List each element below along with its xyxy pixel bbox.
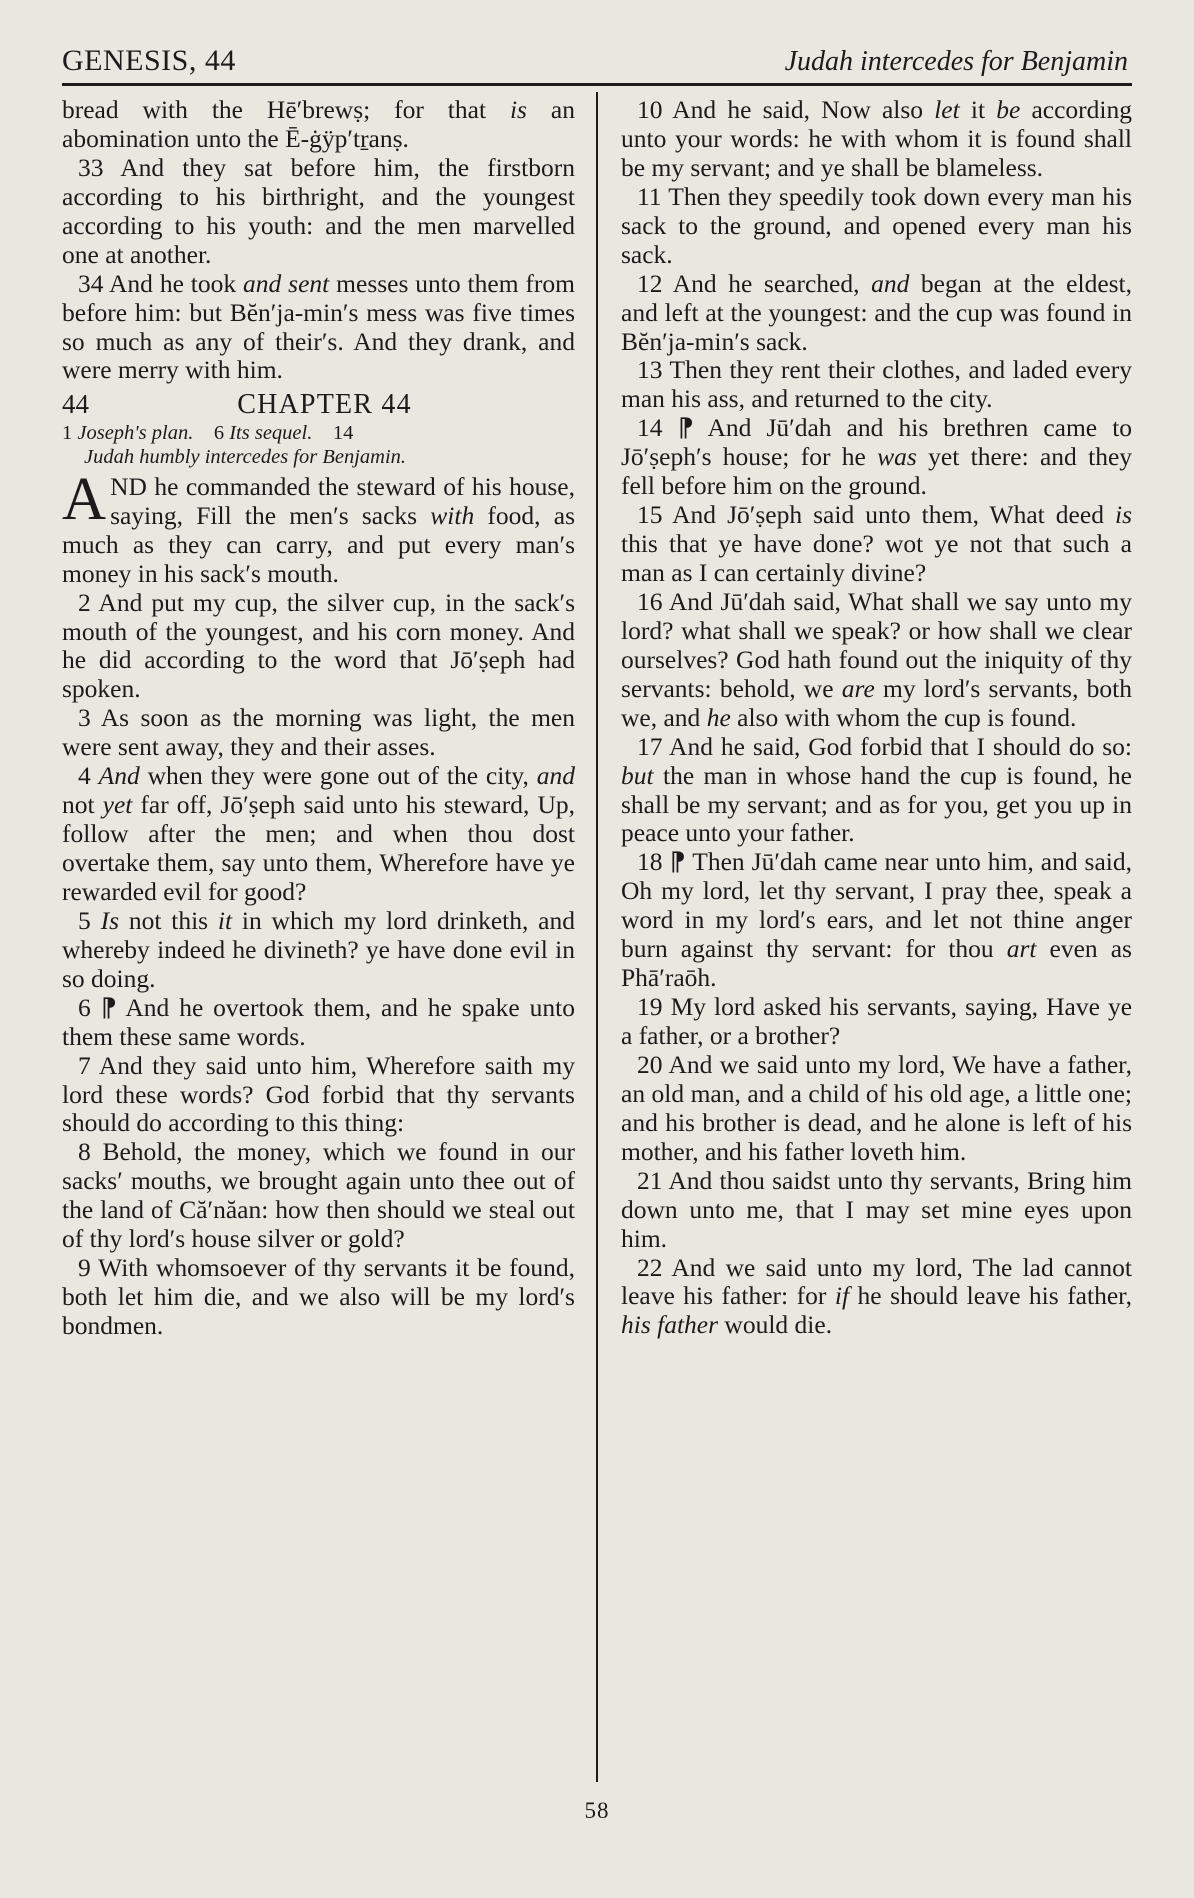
verse-number: 34	[78, 268, 104, 298]
verse-text: As soon as the morning was light, the men were sent away, they and their asses.	[62, 703, 575, 762]
running-head	[62, 34, 1132, 78]
verse-number: 18	[637, 847, 663, 877]
verse-number: 17	[637, 731, 663, 761]
verse-text: And we said unto my lord, We have a father, an old man, and a child of his old age, a little one; and his brother is dead, and he alone is left of his mother, and his father loveth him.	[621, 1049, 1133, 1166]
verse-text: And he overtook them, and he spake unto them these same words.	[62, 992, 575, 1051]
verse-number: 12	[637, 268, 663, 298]
verse	[62, 704, 575, 762]
chapter-argument	[62, 422, 575, 469]
verse	[62, 96, 575, 154]
verse-number: 22	[637, 1252, 663, 1282]
argument-text-3: Judah humbly intercedes for Benjamin.	[84, 445, 407, 468]
verse-text: And he searched, and began at the eldest, and left at the youngest: and the cup was found in Bĕnʹja-minʹs sack.	[621, 268, 1133, 356]
verse	[62, 762, 575, 907]
verse	[621, 356, 1132, 414]
verse-number: 21	[637, 1165, 663, 1195]
running-head-right: Judah intercedes for Benjamin	[784, 46, 1128, 77]
verse-text: And they said unto him, Wherefore saith my lord these words? God forbid that thy servants should do according to this thing:	[62, 1050, 575, 1138]
verse	[621, 183, 1132, 270]
verse	[621, 96, 1132, 183]
verse-number: 11	[637, 181, 662, 211]
argument-number-2: 6	[213, 422, 225, 445]
verse	[621, 588, 1132, 733]
verse-text: With whomsoever of thy servants it be found, both let him die, and we also will be my lordʹs bondmen.	[62, 1253, 576, 1341]
verse-text: And Jūʹdah said, What shall we say unto my lord? what shall we speak? or how shall we clear ourselves? God hath found out the iniquity of thy servants: behold, we are my lordʹs servants, both we, and he also with whom the cup is found.	[621, 586, 1133, 732]
verse-number: 2	[78, 587, 91, 617]
verse-text: And Jūʹdah and his brethren came to Jōʹṣephʹs house; for he was yet there: and they fell before him on the ground.	[621, 413, 1133, 501]
verse-text: And he said, Now also let it be according unto your words: he with whom it is found shall be my servant; and ye shall be blameless.	[621, 95, 1133, 182]
pilcrow-icon: ⁋	[677, 413, 694, 443]
verse	[62, 1052, 575, 1139]
verse	[62, 154, 575, 270]
drop-cap: A	[62, 465, 107, 533]
verse-number: 16	[637, 586, 663, 616]
verse-text: Then they rent their clothes, and laded every man his ass, and returned to the city.	[621, 355, 1132, 414]
verse	[621, 501, 1132, 588]
verse-number: 6	[78, 992, 91, 1022]
page-number: 58	[584, 1798, 610, 1823]
verse-number: 33	[78, 152, 104, 182]
verse-text: And we said unto my lord, The lad cannot leave his father: for if he should leave his father, his father would die.	[621, 1252, 1133, 1340]
verse-number: 8	[78, 1137, 91, 1167]
verse-text: Is not this it in which my lord drinketh, and whereby indeed he divineth? ye have done evil in so doing.	[62, 905, 575, 993]
verse-number: 7	[78, 1050, 91, 1080]
verse-text: And Jōʹṣeph said unto them, What deed is this that ye have done? wot ye not that such a man as I can certainly divine?	[621, 500, 1132, 587]
verse-number: 10	[637, 95, 663, 124]
verse	[62, 589, 575, 705]
verse-text: And he said, God forbid that I should do so: but the man in whose hand the cup is found, he shall be my servant; and as for you, get you up in peace unto your father.	[621, 731, 1133, 848]
verse-number: 14	[637, 413, 663, 443]
verse-number: 4	[78, 761, 91, 791]
verse-text: And they sat before him, the firstborn according to his birthright, and the youngest according to his youth: and the men marvelled one at another.	[62, 152, 576, 269]
verse	[62, 270, 575, 386]
verse-text: And when they were gone out of the city, and not yet far off, Jōʹṣeph said unto his steward, Up, follow after the men; and when thou dost overtake them, say unto them, Wherefore have ye rewarded evil for good?	[62, 761, 575, 906]
verse-number: 15	[637, 500, 663, 530]
verse-number: 3	[78, 703, 91, 733]
running-head-left: GENESIS, 44	[62, 44, 236, 77]
chapter-heading	[62, 389, 575, 421]
verse-text: And put my cup, the silver cup, in the sackʹs mouth of the youngest, and his corn money. And he did according to the word that Jōʹṣeph had spoken.	[62, 587, 576, 704]
verse	[621, 1051, 1132, 1167]
verse-number: 20	[637, 1049, 663, 1079]
column-right	[597, 96, 1132, 1796]
argument-number-3: 14	[332, 422, 354, 445]
verse	[621, 848, 1132, 993]
verse-text: Then Jūʹdah came near unto him, and said, Oh my lord, let thy servant, I pray thee, speak a word in my lordʹs ears, and let not thine anger burn against thy servant: for thou art even as Phāʹraōh.	[621, 847, 1133, 993]
column-left	[62, 96, 597, 1796]
verse-text: Behold, the money, which we found in our sacksʹ mouths, we brought again unto thee out of the land of Căʹnăan: how then should we steal out of thy lordʹs house silver or gold?	[62, 1137, 576, 1254]
verse	[621, 270, 1132, 357]
verse-block-pre-chapter	[62, 96, 575, 385]
verse-number: 9	[78, 1253, 91, 1283]
verse-text: Then they speedily took down every man his sack to the ground, and opened every man his sack.	[621, 181, 1132, 269]
verse-text: ND he commanded the steward of his house, saying, Fill the menʹs sacks with food, as much as they can carry, and put every manʹs money in his sackʹs mouth.	[62, 471, 575, 588]
verse-text: And he took and sent messes unto them from before him: but Bĕnʹja-minʹs mess was five times so much as any of theirʹs. And they drank, and were merry with him.	[62, 268, 576, 385]
chapter-title: CHAPTER 44	[237, 389, 412, 421]
verse-number: 13	[637, 355, 663, 385]
verse	[62, 465, 575, 589]
verse-text: And thou saidst unto thy servants, Bring him down unto me, that I may set mine eyes upon him.	[621, 1165, 1132, 1253]
verse	[621, 1167, 1132, 1254]
chapter-number-left: 44	[62, 389, 89, 420]
verse-block-chapter-start	[62, 465, 575, 589]
pilcrow-icon: ⁋	[100, 992, 117, 1022]
verse	[621, 733, 1132, 849]
verse	[62, 994, 575, 1052]
column-divider	[596, 92, 598, 1782]
verse	[62, 907, 575, 994]
argument-text-1: Joseph's plan.	[77, 422, 194, 445]
verse-number: 5	[78, 905, 91, 935]
verse	[621, 993, 1132, 1051]
verse	[62, 1138, 575, 1254]
argument-number-1: 1	[62, 422, 73, 445]
verse	[621, 414, 1132, 501]
header-rule	[62, 83, 1132, 86]
verse-text: bread with the Hēʹbrewṣ; for that is an abomination unto the Ē-ġÿpʹtṟanṣ.	[62, 95, 575, 153]
verse-text: My lord asked his servants, saying, Have ye a father, or a brother?	[621, 992, 1133, 1050]
pilcrow-icon: ⁋	[669, 847, 686, 877]
verse	[62, 1254, 575, 1341]
verse-number: 19	[637, 992, 663, 1022]
argument-text-2: Its sequel.	[229, 422, 313, 445]
verse	[621, 1254, 1132, 1341]
text-columns	[62, 96, 1132, 1796]
